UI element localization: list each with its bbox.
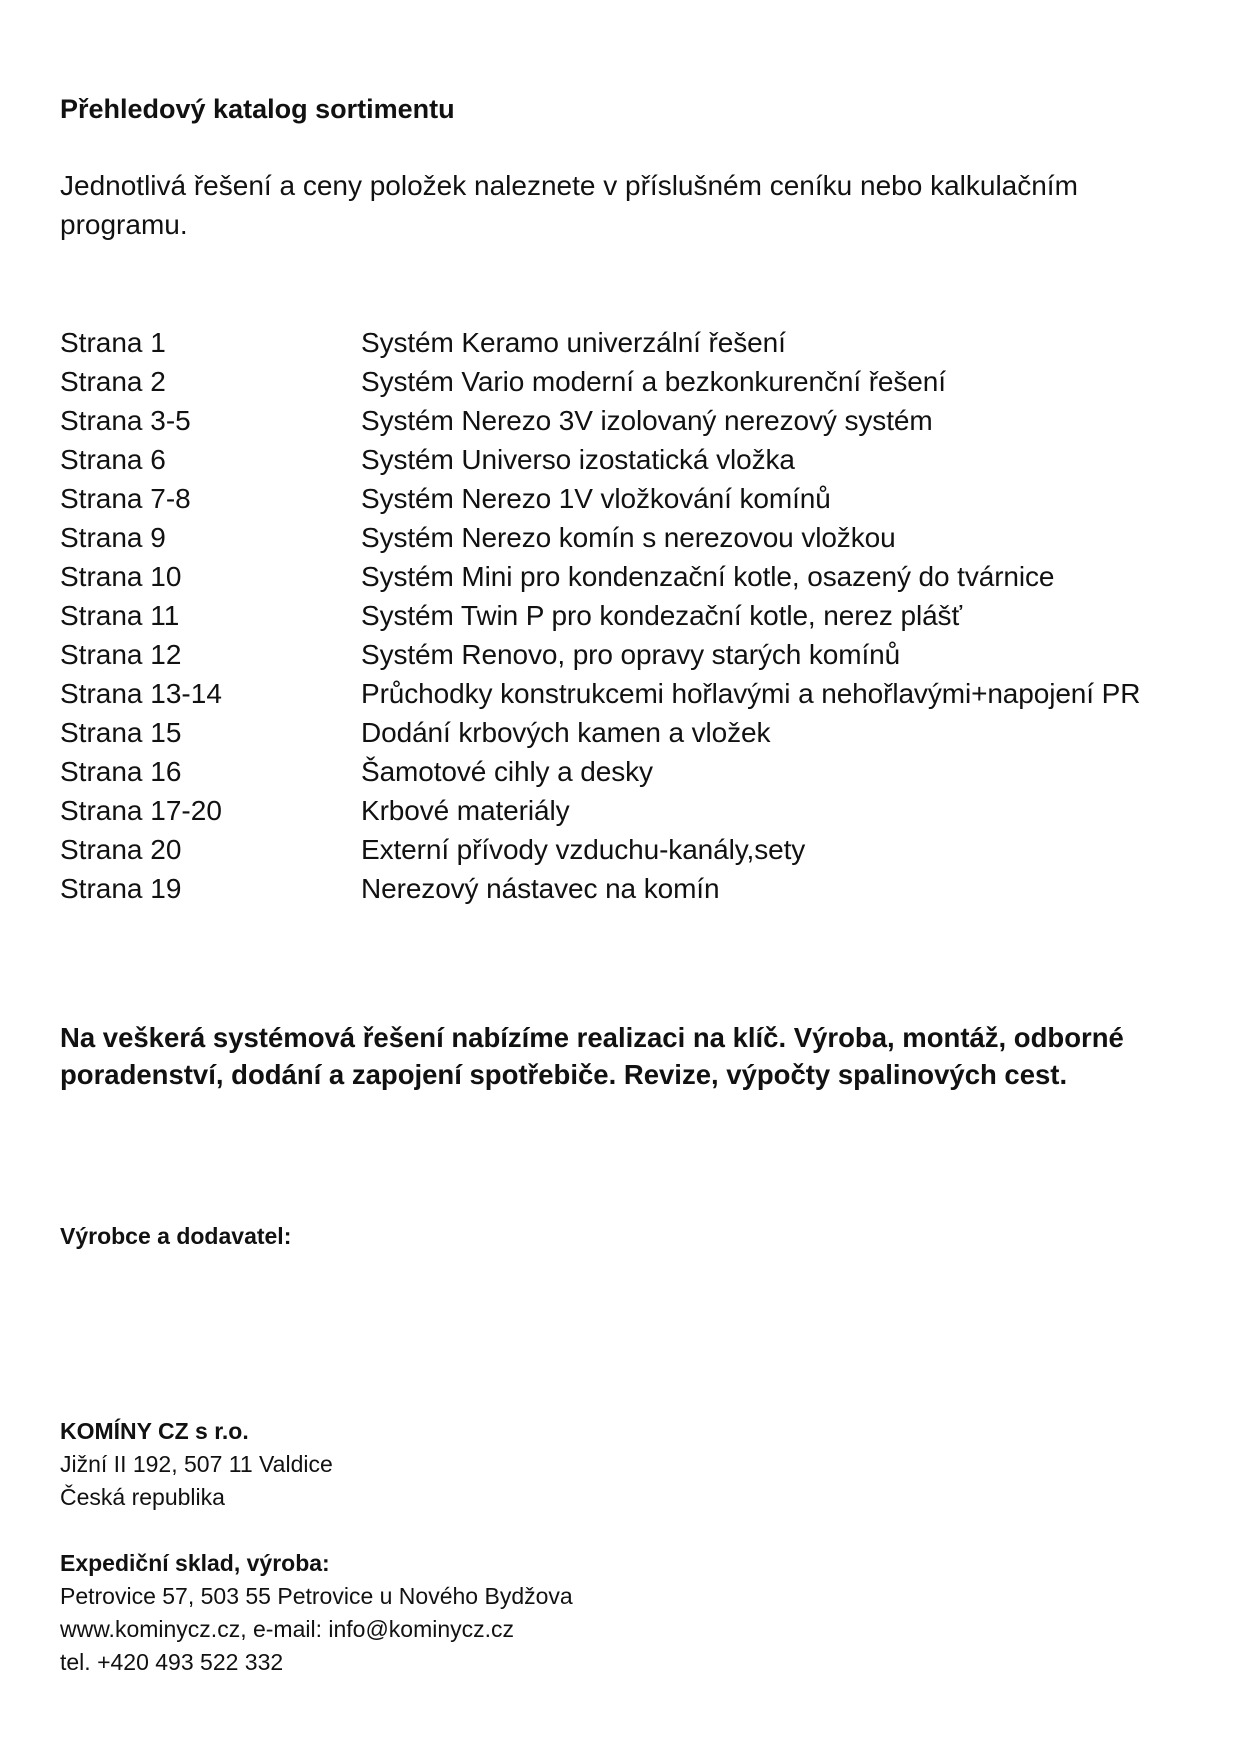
table-of-contents (60, 323, 1210, 908)
catalog-page (60, 0, 1210, 1754)
toc-description: Průchodky konstrukcemi hořlavými a nehořlavými+napojení PR (361, 678, 1141, 709)
company-name: KOMÍNY CZ s r.o. (60, 1418, 249, 1444)
toc-description: Systém Nerezo komín s nerezovou vložkou (361, 522, 896, 553)
toc-description: Systém Renovo, pro opravy starých komínů (361, 639, 901, 670)
toc-row (60, 674, 1210, 713)
toc-row (60, 635, 1210, 674)
toc-description: Dodání krbových kamen a vložek (361, 717, 771, 748)
toc-description: Šamotové cihly a desky (361, 756, 653, 787)
company-address-block (60, 1415, 333, 1514)
toc-row (60, 830, 1210, 869)
toc-page-number: Strana 2 (60, 366, 166, 397)
toc-page-number: Strana 3-5 (60, 405, 191, 436)
toc-row (60, 440, 1210, 479)
toc-row (60, 557, 1210, 596)
toc-row (60, 518, 1210, 557)
company-country: Česká republika (60, 1484, 225, 1510)
toc-description: Systém Nerezo 3V izolovaný nerezový systém (361, 405, 933, 436)
toc-page-number: Strana 6 (60, 444, 166, 475)
toc-description: Systém Mini pro kondenzační kotle, osazený do tvárnice (361, 561, 1055, 592)
toc-page-number: Strana 20 (60, 834, 182, 865)
toc-row (60, 791, 1210, 830)
toc-row (60, 596, 1210, 635)
toc-page-number: Strana 17-20 (60, 795, 222, 826)
warehouse-heading: Expediční sklad, výroba: (60, 1550, 330, 1576)
toc-page-number: Strana 10 (60, 561, 182, 592)
toc-page-number: Strana 11 (60, 600, 180, 631)
turnkey-statement: Na veškerá systémová řešení nabízíme realizaci na klíč. Výroba, montáž, odborné poradenství, dodání a zapojení spotřebiče. Revize, výpočty spalinových cest. (60, 1022, 1124, 1090)
toc-description: Externí přívody vzduchu-kanály,sety (361, 834, 806, 865)
toc-row (60, 752, 1210, 791)
toc-row (60, 362, 1210, 401)
toc-description: Systém Vario moderní a bezkonkurenční řešení (361, 366, 946, 397)
toc-row (60, 869, 1210, 908)
toc-row (60, 713, 1210, 752)
toc-description: Systém Universo izostatická vložka (361, 444, 795, 475)
toc-row (60, 479, 1210, 518)
intro-paragraph: Jednotlivá řešení a ceny položek naleznete v příslušném ceníku nebo kalkulačním programu. (60, 170, 1078, 240)
web-email-contact: www.kominycz.cz, e-mail: info@kominycz.cz (60, 1616, 515, 1642)
toc-row (60, 323, 1210, 362)
toc-page-number: Strana 15 (60, 717, 182, 748)
toc-page-number: Strana 12 (60, 639, 182, 670)
toc-description: Nerezový nástavec na komín (361, 873, 720, 904)
toc-page-number: Strana 9 (60, 522, 166, 553)
toc-description: Systém Twin P pro kondezační kotle, nerez plášť (361, 600, 962, 631)
toc-page-number: Strana 16 (60, 756, 182, 787)
phone-contact: tel. +420 493 522 332 (60, 1649, 284, 1675)
page-title: Přehledový katalog sortimentu (60, 94, 455, 124)
toc-description: Krbové materiály (361, 795, 570, 826)
toc-description: Systém Nerezo 1V vložkování komínů (361, 483, 831, 514)
toc-row (60, 401, 1210, 440)
manufacturer-heading: Výrobce a dodavatel: (60, 1223, 292, 1249)
toc-page-number: Strana 1 (60, 327, 166, 358)
warehouse-block (60, 1547, 573, 1679)
toc-description: Systém Keramo univerzální řešení (361, 327, 786, 358)
toc-page-number: Strana 19 (60, 873, 182, 904)
toc-page-number: Strana 13-14 (60, 678, 222, 709)
toc-page-number: Strana 7-8 (60, 483, 191, 514)
company-address-line: Jižní II 192, 507 11 Valdice (60, 1451, 333, 1477)
warehouse-address: Petrovice 57, 503 55 Petrovice u Nového Bydžova (60, 1583, 573, 1609)
